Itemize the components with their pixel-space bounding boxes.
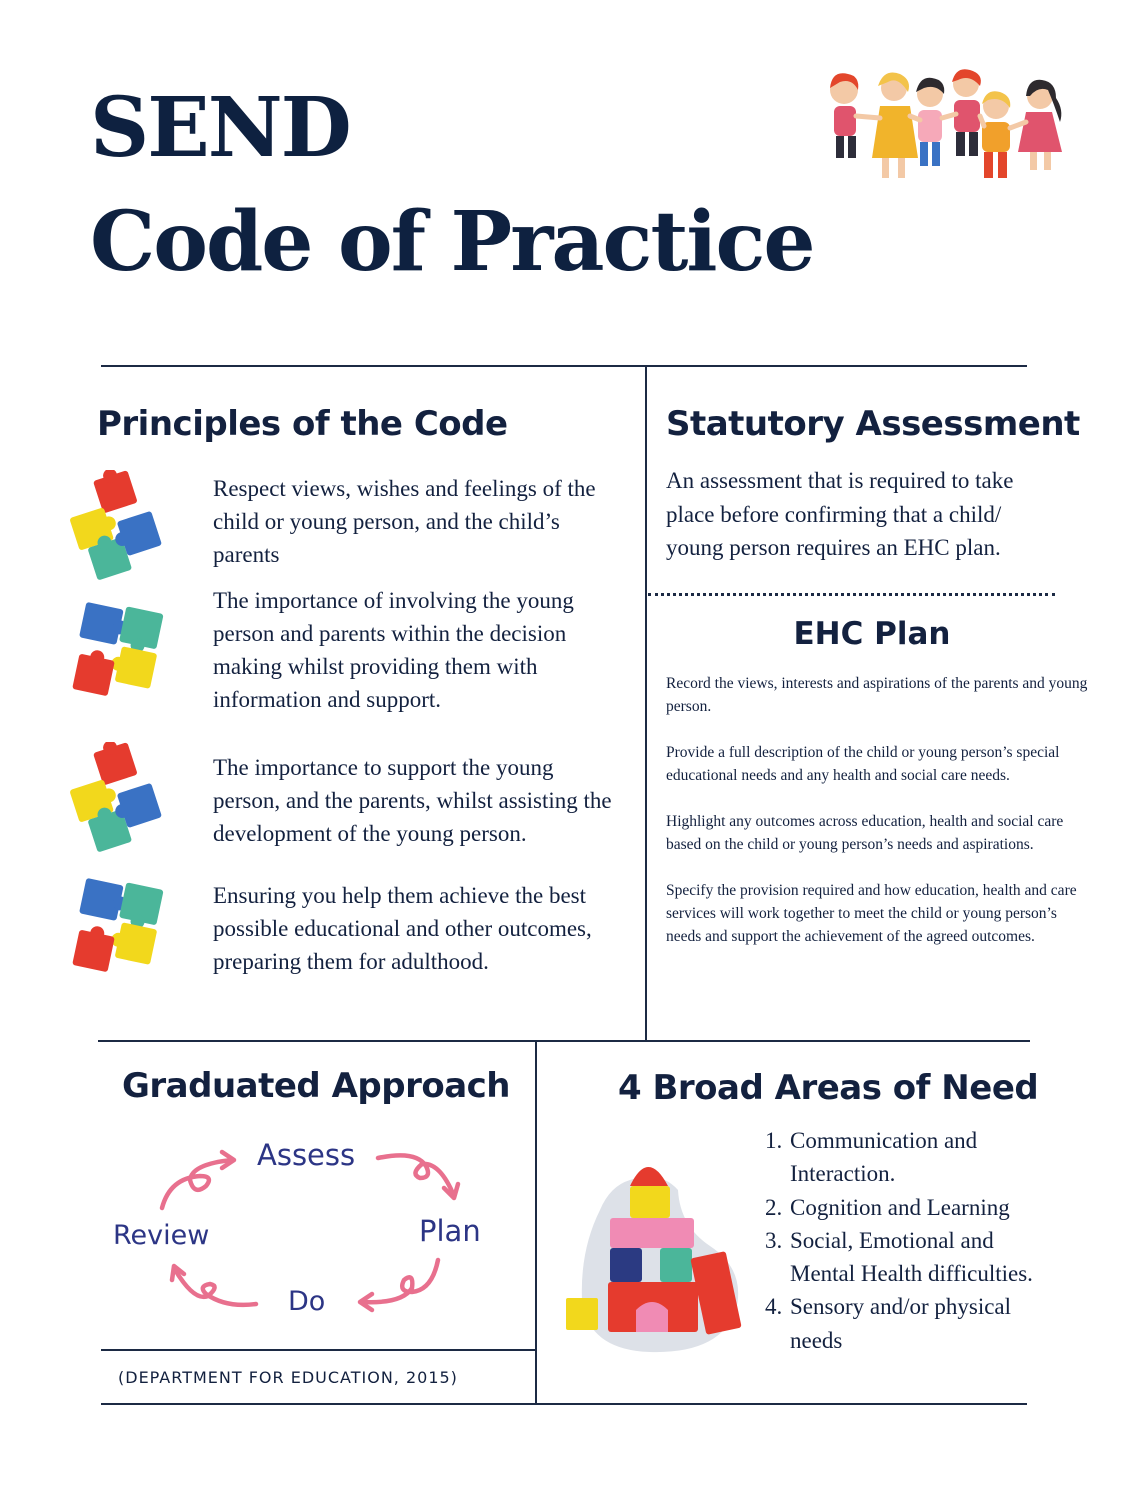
graduated-heading: Graduated Approach bbox=[122, 1066, 511, 1106]
puzzle-pieces-icon bbox=[70, 600, 170, 712]
children-dancing-illustration bbox=[818, 66, 1074, 196]
citation-divider bbox=[101, 1349, 535, 1351]
citation: (DEPARTMENT FOR EDUCATION, 2015) bbox=[118, 1368, 458, 1387]
cycle-step-review: Review bbox=[113, 1220, 210, 1251]
center-divider-upper bbox=[645, 367, 647, 1040]
title-line-2: Code of Practice bbox=[90, 194, 814, 290]
statutory-text: An assessment that is required to take place before confirming that a child/ young person requires an EHC plan. bbox=[666, 468, 1014, 560]
need-item-4: 4. Sensory and/or physical needs bbox=[788, 1290, 1036, 1357]
title-line-1: SEND bbox=[90, 80, 350, 176]
cycle-step-assess: Assess bbox=[257, 1138, 356, 1172]
cycle-arrow-icon bbox=[362, 1260, 438, 1302]
principle-1: Respect views, wishes and feelings of the child or young person, and the child’s parents bbox=[213, 476, 596, 567]
principle-2: The importance of involving the young person and parents within the decision making whilst providing them with information and support. bbox=[213, 588, 574, 712]
ehc-paragraph-2: Provide a full description of the child or young person’s special educational needs and any health and social care needs. bbox=[666, 744, 1060, 784]
center-divider-lower bbox=[535, 1042, 537, 1404]
principles-heading: Principles of the Code bbox=[97, 404, 508, 444]
cycle-arrow-icon bbox=[174, 1268, 256, 1305]
ehc-paragraphs bbox=[666, 672, 1088, 971]
cycle-step-plan: Plan bbox=[419, 1214, 481, 1248]
ehc-paragraph-3: Highlight any outcomes across education, health and social care based on the child or young person’s needs and aspirations. bbox=[666, 813, 1064, 853]
toy-blocks-illustration bbox=[560, 1150, 750, 1360]
cycle-arrow-icon bbox=[378, 1155, 454, 1196]
bottom-divider bbox=[101, 1403, 1027, 1405]
need-item-2: 2. Cognition and Learning bbox=[788, 1191, 1036, 1224]
principle-4: Ensuring you help them achieve the best possible educational and other outcomes, preparing them for adulthood. bbox=[213, 883, 592, 974]
cycle-step-do: Do bbox=[288, 1286, 326, 1317]
puzzle-pieces-icon bbox=[66, 742, 168, 854]
needs-list bbox=[746, 1124, 1036, 1357]
ehc-paragraph-4: Specify the provision required and how education, health and care services will work together to meet the child or young person’s needs and support the achievement of the agreed outcomes. bbox=[666, 882, 1077, 945]
ehc-heading: EHC Plan bbox=[793, 616, 951, 652]
ehc-paragraph-1: Record the views, interests and aspirations of the parents and young person. bbox=[666, 675, 1088, 715]
need-item-1: 1. Communication and Interaction. bbox=[788, 1124, 1036, 1191]
principle-3: The importance to support the young person, and the parents, whilst assisting the development of the young person. bbox=[213, 755, 612, 846]
middle-divider bbox=[98, 1040, 1030, 1042]
top-divider bbox=[101, 365, 1027, 367]
need-item-3: 3. Social, Emotional and Mental Health difficulties. bbox=[788, 1224, 1036, 1291]
needs-heading: 4 Broad Areas of Need bbox=[618, 1068, 1039, 1108]
page-title bbox=[90, 82, 814, 288]
statutory-heading: Statutory Assessment bbox=[666, 404, 1080, 444]
dotted-divider bbox=[648, 593, 1055, 596]
puzzle-pieces-icon bbox=[66, 470, 168, 582]
puzzle-pieces-icon bbox=[70, 876, 170, 988]
